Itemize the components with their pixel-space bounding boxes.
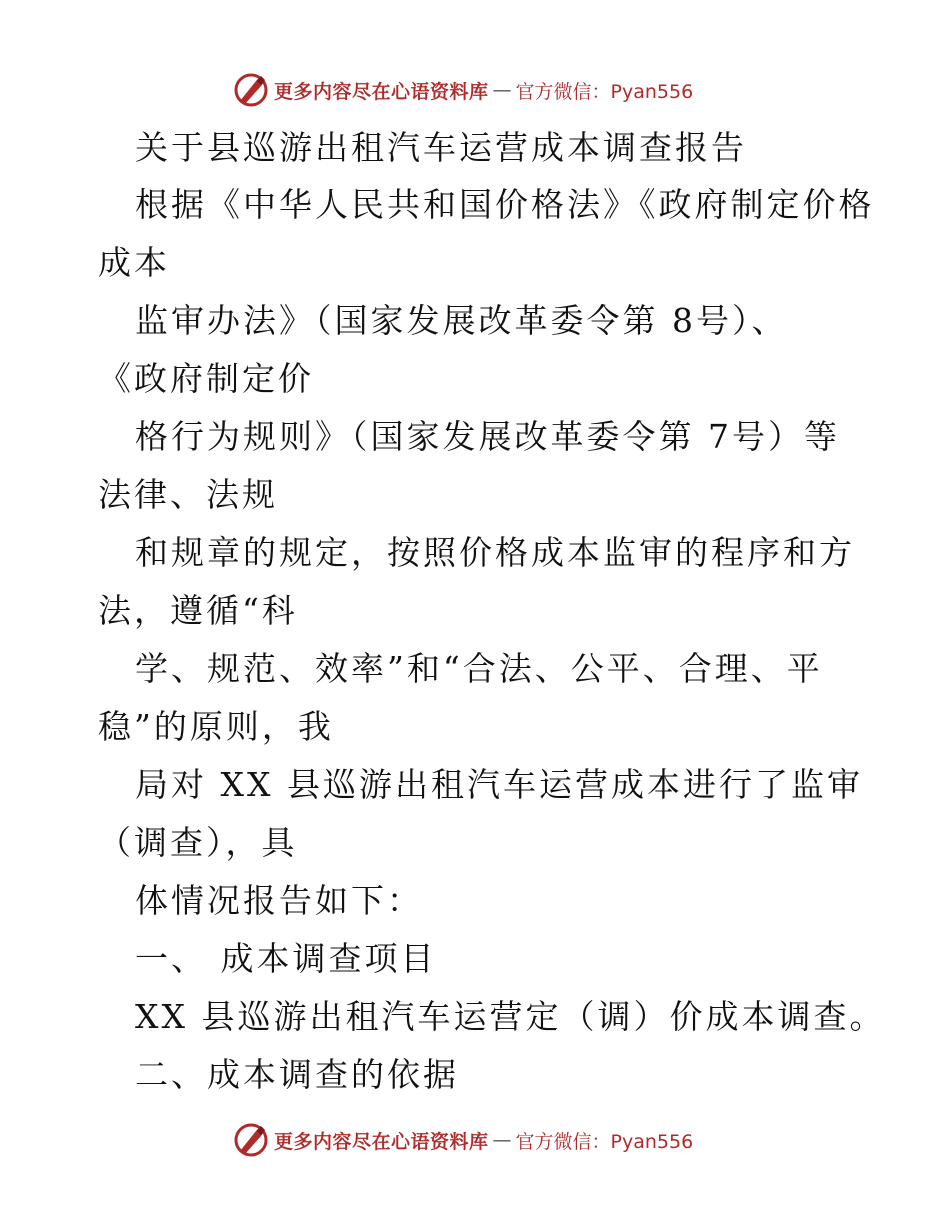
footer-watermark: [232, 1120, 693, 1160]
watermark-contact: 官方微信：Pyan556: [515, 1130, 694, 1153]
section-heading: 一、 成本调查项目: [135, 939, 437, 978]
watermark-separator: —: [492, 79, 512, 101]
document-title: 关于县巡游出租汽车运营成本调查报告: [135, 128, 747, 167]
paragraph-line: 和规章的规定，按照价格成本监审的程序和方: [135, 533, 855, 572]
paragraph-line: 格行为规则》（国家发展改革委令第 7号）等: [135, 417, 840, 456]
watermark-contact: 官方微信：Pyan556: [515, 80, 694, 103]
paragraph-line: （调查），具: [98, 823, 298, 862]
pen-logo-icon: [232, 1121, 270, 1159]
paragraph-line: 稳”的原则，我: [98, 707, 334, 746]
watermark-brand: 更多内容尽在心语资料库: [274, 1130, 489, 1153]
header-watermark: [232, 70, 693, 110]
paragraph-line: 根据《中华人民共和国价格法》《政府制定价格: [135, 185, 875, 224]
paragraph-line: 局对 XX 县巡游出租汽车运营成本进行了监审: [135, 765, 863, 804]
paragraph-line: 学、规范、效率”和“合法、公平、合理、平: [135, 649, 823, 688]
paragraph-line: 法，遵循“科: [98, 591, 298, 630]
paragraph-line: 体情况报告如下：: [135, 881, 423, 920]
watermark-separator: —: [492, 1129, 512, 1151]
pen-logo-icon: [232, 71, 270, 109]
paragraph-line: XX 县巡游出租汽车运营定（调）价成本调查。: [135, 997, 886, 1036]
paragraph-line: 《政府制定价: [98, 359, 314, 398]
watermark-brand: 更多内容尽在心语资料库: [274, 80, 489, 103]
paragraph-line: 成本: [98, 243, 170, 282]
section-heading: 二、成本调查的依据: [135, 1055, 459, 1094]
paragraph-line: 监审办法》（国家发展改革委令第 8号）、: [135, 301, 788, 340]
paragraph-line: 法律、法规: [98, 475, 278, 514]
